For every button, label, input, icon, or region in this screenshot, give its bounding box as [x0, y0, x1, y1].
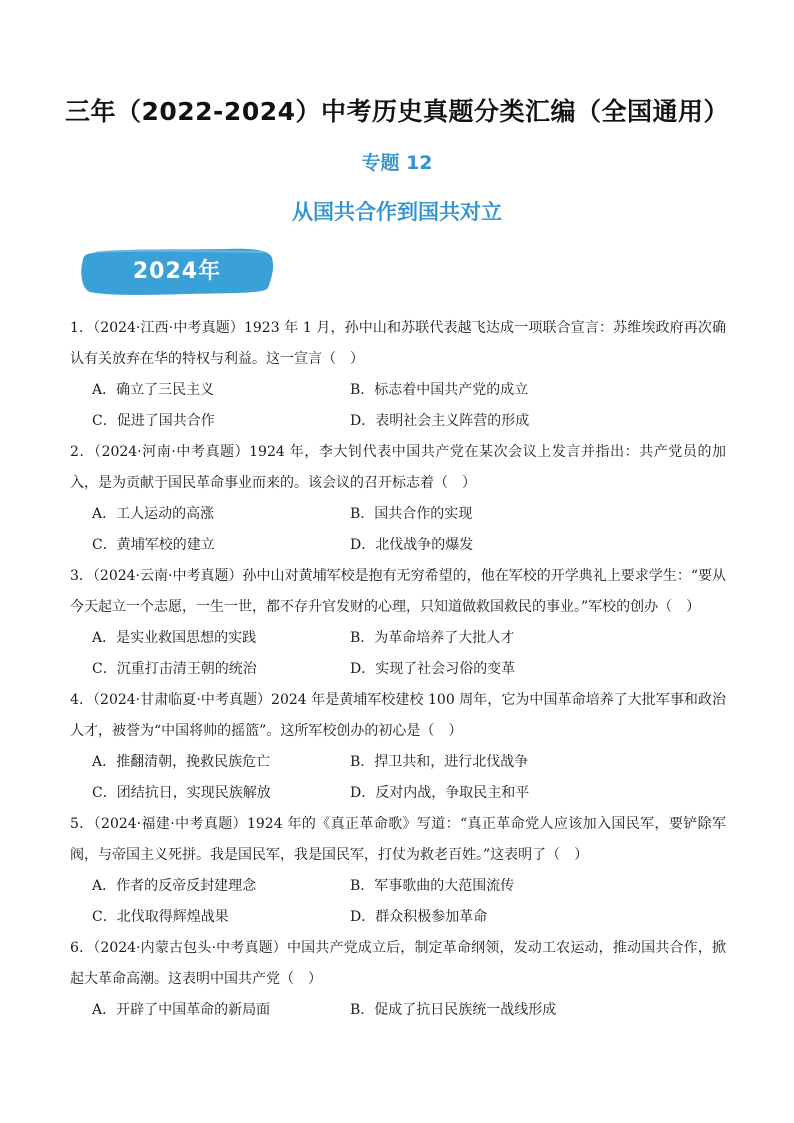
- option-a: A．工人运动的高涨: [92, 506, 215, 522]
- option-c: C．促进了国共合作: [92, 413, 215, 429]
- option-group: [70, 499, 726, 561]
- option-a: A．作者的反帝反封建理念: [92, 878, 257, 894]
- topic-name: 从国共合作到国共对立: [292, 200, 502, 224]
- year-section-banner: [78, 244, 276, 298]
- option-b: B．为革命培养了大批人才: [350, 630, 515, 646]
- option-c: C．北伐取得辉煌战果: [92, 909, 229, 925]
- question-stem: 5．（2024·福建·中考真题）1924 年的《真正革命歌》写道：“真正革命党人应该加入国民军，要铲除军阀，与帝国主义死拼。我是国民军，我是国民军，打仗为救老百姓。”这表明了（ ）: [70, 816, 726, 863]
- option-b: B．国共合作的实现: [350, 506, 473, 522]
- option-b: B．标志着中国共产党的成立: [350, 382, 529, 398]
- option-d: D．群众积极参加革命: [350, 909, 488, 925]
- option-d: D．反对内战，争取民主和平: [350, 785, 530, 801]
- question-stem: 2．（2024·河南·中考真题）1924 年，李大钊代表中国共产党在某次会议上发言并指出：共产党员的加入，是为贡献于国民革命事业而来的。该会议的召开标志着（ ）: [70, 444, 726, 491]
- option-b: B．军事歌曲的大范围流传: [350, 878, 515, 894]
- option-d: D．北伐战争的爆发: [350, 537, 474, 553]
- question-list: [70, 313, 726, 1026]
- option-group: [70, 995, 726, 1026]
- document-title: 三年（2022-2024）中考历史真题分类汇编（全国通用）: [64, 97, 730, 126]
- question-stem: 6．（2024·内蒙古包头·中考真题）中国共产党成立后，制定革命纲领，发动工农运动，推动国共合作，掀起大革命高潮。这表明中国共产党（ ）: [70, 940, 726, 987]
- option-c: C．团结抗日，实现民族解放: [92, 785, 271, 801]
- option-c: C．黄埔军校的建立: [92, 537, 215, 553]
- question-stem: 3．（2024·云南·中考真题）孙中山对黄埔军校是抱有无穷希望的，他在军校的开学典礼上要求学生：“要从今天起立一个志愿，一生一世，都不存升官发财的心理，只知道做救国救民的事业。”军校的创办（ ）: [70, 568, 726, 615]
- option-a: A．推翻清朝，挽救民族危亡: [92, 754, 271, 770]
- option-a: A．确立了三民主义: [92, 382, 215, 398]
- question-item: [70, 437, 726, 561]
- option-d: D．实现了社会习俗的变革: [350, 661, 516, 677]
- question-stem: 4．（2024·甘肃临夏·中考真题）2024 年是黄埔军校建校 100 周年，它为中国革命培养了大批军事和政治人才，被誉为“中国将帅的摇篮”。这所军校创办的初心是（ ）: [70, 692, 726, 739]
- option-group: [70, 623, 726, 685]
- year-label: 2024年: [132, 259, 222, 284]
- option-group: [70, 747, 726, 809]
- question-item: [70, 561, 726, 685]
- topic-number: 专题 12: [361, 152, 433, 174]
- question-item: [70, 933, 726, 1026]
- option-a: A．是实业救国思想的实践: [92, 630, 257, 646]
- option-group: [70, 871, 726, 933]
- question-item: [70, 313, 726, 437]
- option-c: C．沉重打击清王朝的统治: [92, 661, 257, 677]
- question-item: [70, 809, 726, 933]
- option-b: B．捍卫共和，进行北伐战争: [350, 754, 529, 770]
- question-stem: 1．（2024·江西·中考真题）1923 年 1 月，孙中山和苏联代表越飞达成一项联合宣言：苏维埃政府再次确认有关放弃在华的特权与利益。这一宣言（ ）: [70, 320, 726, 367]
- option-d: D．表明社会主义阵营的形成: [350, 413, 530, 429]
- question-item: [70, 685, 726, 809]
- option-a: A．开辟了中国革命的新局面: [92, 1002, 271, 1018]
- option-b: B．促成了抗日民族统一战线形成: [350, 1002, 557, 1018]
- option-group: [70, 375, 726, 437]
